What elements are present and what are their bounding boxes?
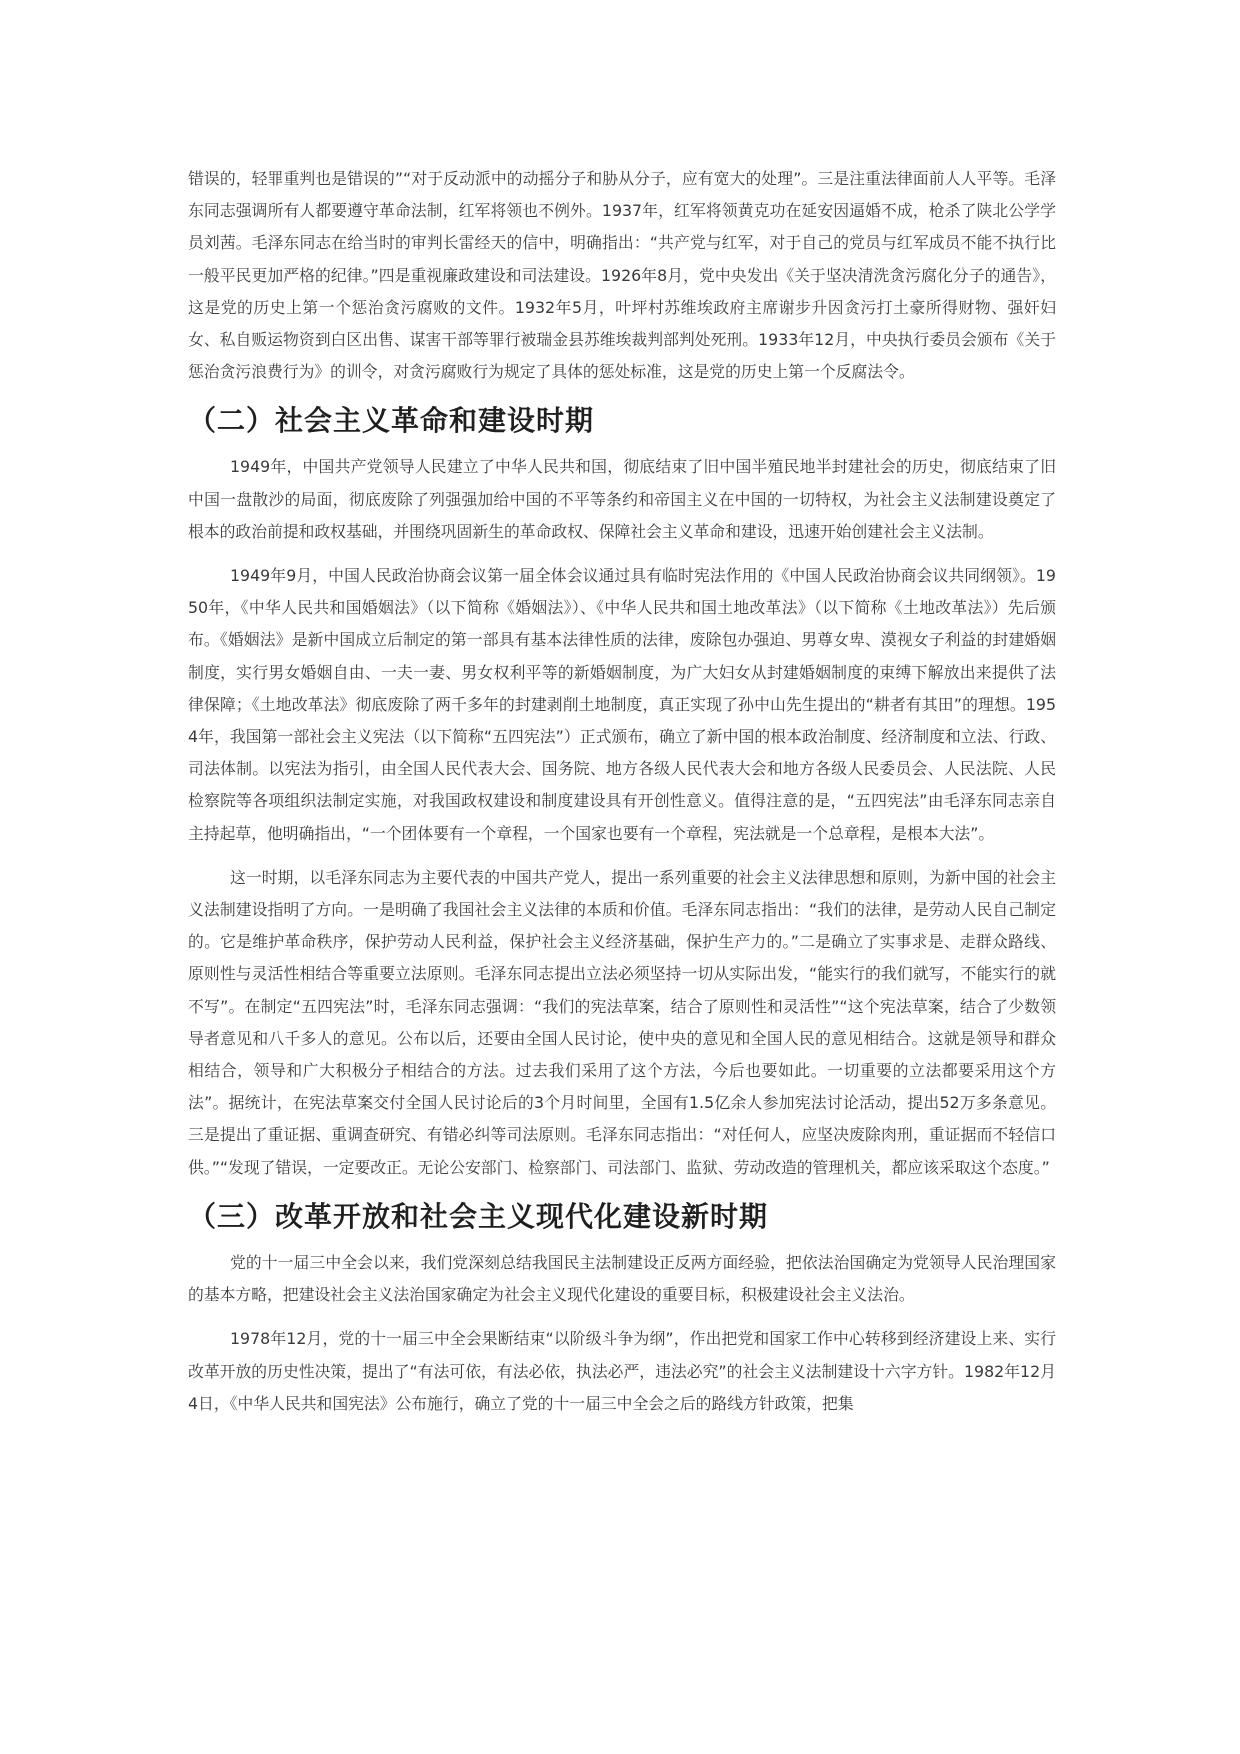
paragraph-4: 这一时期，以毛泽东同志为主要代表的中国共产党人，提出一系列重要的社会主义法律思想和原则，为新中国的社会主义法制建设指明了方向。一是明确了我国社会主义法律的本质和价值。毛泽东同志指出：“我们的法律，是劳动人民自己制定的。它是维护革命秩序，保护劳动人民利益，保护社会主义经济基础，保护生产力的。”二是确立了实事求是、走群众路线、原则性与灵活性相结合等重要立法原则。毛泽东同志提出立法必须坚持一切从实际出发，“能实行的我们就写，不能实行的就不写”。在制定“五四宪法”时，毛泽东同志强调：“我们的宪法草案，结合了原则性和灵活性”“这个宪法草案，结合了少数领导者意见和八千多人的意见。公布以后，还要由全国人民讨论，使中央的意见和全国人民的意见相结合。这就是领导和群众相结合，领导和广大积极分子相结合的方法。过去我们采用了这个方法，今后也要如此。一切重要的立法都要采用这个方法”。据统计，在宪法草案交付全国人民讨论后的3个月时间里，全国有1.5亿余人参加宪法讨论活动，提出52万多条意见。三是提出了重证据、重调查研究、有错必纠等司法原则。毛泽东同志指出：“对任何人，应坚决废除肉刑，重证据而不轻信口供。”“发现了错误，一定要改正。无论公安部门、检察部门、司法部门、监狱、劳动改造的管理机关，都应该采取这个态度。” <box>188 867 1056 1177</box>
paragraph-5: 党的十一届三中全会以来，我们党深刻总结我国民主法制建设正反两方面经验，把依法治国确定为党领导人民治理国家的基本方略，把建设社会主义法治国家确定为社会主义现代化建设的重要目标，积极建设社会主义法治。 <box>188 1252 1056 1305</box>
document-body <box>188 163 1056 1420</box>
paragraph-1: 错误的，轻罪重判也是错误的”“对于反动派中的动摇分子和胁从分子，应有宽大的处理”。三是注重法律面前人人平等。毛泽东同志强调所有人都要遵守革命法制，红军将领也不例外。1937年，红军将领黄克功在延安因逼婚不成，枪杀了陕北公学学员刘茜。毛泽东同志在给当时的审判长雷经天的信中，明确指出：“共产党与红军，对于自己的党员与红军成员不能不执行比一般平民更加严格的纪律。”四是重视廉政建设和司法建设。1926年8月，党中央发出《关于坚决清洗贪污腐化分子的通告》，这是党的历史上第一个惩治贪污腐败的文件。1932年5月，叶坪村苏维埃政府主席谢步升因贪污打土豪所得财物、强奸妇女、私自贩运物资到白区出售、谋害干部等罪行被瑞金县苏维埃裁判部判处死刑。1933年12月，中央执行委员会颁布《关于惩治贪污浪费行为》的训令，对贪污腐败行为规定了具体的惩处标准，这是党的历史上第一个反腐法令。 <box>188 169 1056 382</box>
paragraph-6: 1978年12月，党的十一届三中全会果断结束“以阶级斗争为纲”，作出把党和国家工作中心转移到经济建设上来、实行改革开放的历史性决策，提出了“有法可依，有法必依，执法必严，违法必究”的社会主义法制建设十六字方针。1982年12月4日，《中华人民共和国宪法》公布施行，确立了党的十一届三中全会之后的路线方针政策，把集 <box>188 1329 1056 1413</box>
paragraph-3: 1949年9月，中国人民政治协商会议第一届全体会议通过具有临时宪法作用的《中国人民政治协商会议共同纲领》。1950年，《中华人民共和国婚姻法》（以下简称《婚姻法》）、《中华人民共和国土地改革法》（以下简称《土地改革法》）先后颁布。《婚姻法》是新中国成立后制定的第一部具有基本法律性质的法律，废除包办强迫、男尊女卑、漠视女子利益的封建婚姻制度，实行男女婚姻自由、一夫一妻、男女权利平等的新婚姻制度，为广大妇女从封建婚姻制度的束缚下解放出来提供了法律保障；《土地改革法》彻底废除了两千多年的封建剥削土地制度，真正实现了孙中山先生提出的“耕者有其田”的理想。1954年，我国第一部社会主义宪法（以下简称“五四宪法”）正式颁布，确立了新中国的根本政治制度、经济制度和立法、行政、司法体制。以宪法为指引，由全国人民代表大会、国务院、地方各级人民代表大会和地方各级人民委员会、人民法院、人民检察院等各项组织法制定实施，对我国政权建设和制度建设具有开创性意义。值得注意的是，“五四宪法”由毛泽东同志亲自主持起草，他明确指出，“一个团体要有一个章程，一个国家也要有一个章程，宪法就是一个总章程，是根本大法”。 <box>188 566 1056 843</box>
section-heading-2: （二）社会主义革命和建设时期 <box>188 404 595 438</box>
paragraph-2: 1949年，中国共产党领导人民建立了中华人民共和国，彻底结束了旧中国半殖民地半封建社会的历史，彻底结束了旧中国一盘散沙的局面，彻底废除了列强强加给中国的不平等条约和帝国主义在中国的一切特权，为社会主义法制建设奠定了根本的政治前提和政权基础，并围绕巩固新生的革命政权、保障社会主义革命和建设，迅速开始创建社会主义法制。 <box>188 457 1056 541</box>
section-heading-3: （三）改革开放和社会主义现代化建设新时期 <box>188 1199 769 1233</box>
